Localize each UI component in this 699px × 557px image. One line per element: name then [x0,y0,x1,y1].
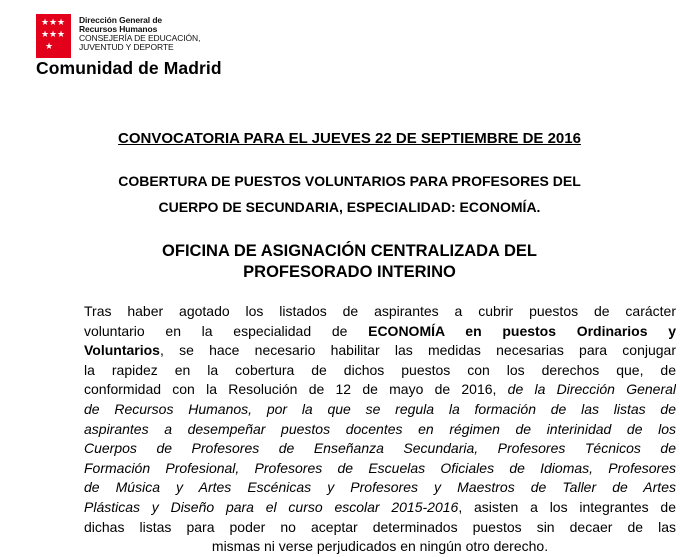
star-icon: ★ [41,18,50,28]
madrid-flag-icon [36,14,71,58]
body-line [84,439,676,459]
body-bold-segment: Voluntarios [84,342,160,359]
body-line [84,537,676,557]
body-line [84,518,676,538]
star-icon: ★ [45,42,54,52]
body-line [84,420,676,440]
star-icon: ★ [41,30,50,40]
letterhead [36,14,276,78]
body-text-segment: conformidad con la Resolución de 12 de mayo de 2016, [84,381,508,398]
body-bold-segment: ECONOMÍA en puestos Ordinarios y [368,322,676,339]
body-line [84,498,676,518]
body-text-segment: , se hace necesario habilitar las medidas necesarias para conjugar [159,342,676,359]
body-line [84,400,676,420]
body-line [84,302,676,322]
body-italic-segment: Cuerpos de Profesores de Enseñanza Secundaria, Profesores Técnicos de [84,440,676,457]
body-text-segment: , asisten a los integrantes de [458,498,676,515]
star-icon: ★ [57,18,66,28]
body-italic-segment: de la Dirección General [507,381,676,398]
body-paragraph [84,302,676,557]
body-text-segment: dichas listas para poder no aceptar determinados puestos sin decaer de las [84,518,676,535]
body-italic-segment: de Recursos Humanos, por la que se regula la formación de las listas de [84,400,676,417]
org-line-2: Recursos Humanos [79,24,158,34]
body-italic-segment: Plásticas y Diseño para el curso escolar 2015-2016 [84,498,459,515]
body-line [84,341,676,361]
office-line-2: PROFESORADO INTERINO [243,263,456,281]
org-line-1: Dirección General de [79,15,163,25]
body-line [84,380,676,400]
body-italic-segment: aspirantes a desempeñar puestos docentes en régimen de interinidad de los [84,420,676,437]
office-line-1: OFICINA DE ASIGNACIÓN CENTRALIZADA DEL [162,242,537,260]
star-icon: ★ [49,18,58,28]
body-text-segment: voluntario en la especialidad de [84,322,369,339]
subtitle-line-1: COBERTURA DE PUESTOS VOLUNTARIOS PARA PROFESORES DEL [118,173,581,189]
star-icon: ★ [49,30,58,40]
body-italic-segment: de Música y Artes Escénicas y Profesores y Maestros de Taller de Artes [84,479,676,496]
body-line [84,459,676,479]
body-line [84,322,676,342]
body-line [84,361,676,381]
body-text-segment: mismas ni verse perjudicados en ningún otro derecho. [211,538,549,555]
body-text-segment: la rapidez en la cobertura de dichos puestos con los derechos que, de [84,361,676,378]
body-text-segment: Tras haber agotado los listados de aspirantes a cubrir puestos de carácter [84,303,676,319]
organization-lines [79,16,200,52]
subtitle-line-2: CUERPO DE SECUNDARIA, ESPECIALIDAD: ECONOMÍA. [158,199,541,215]
convocatoria-title: CONVOCATORIA PARA EL JUEVES 22 DE SEPTIEMBRE DE 2016 [118,130,581,147]
office-heading [0,241,699,283]
org-line-3: CONSEJERÍA DE EDUCACIÓN, [79,33,201,43]
star-icon: ★ [57,30,66,40]
body-line [84,478,676,498]
document-subtitle [0,168,699,220]
body-italic-segment: Formación Profesional, Profesores de Escuelas Oficiales de Idiomas, Profesores [84,459,676,476]
brand-name: Comunidad de Madrid [36,58,222,78]
org-line-4: JUVENTUD Y DEPORTE [79,42,174,52]
